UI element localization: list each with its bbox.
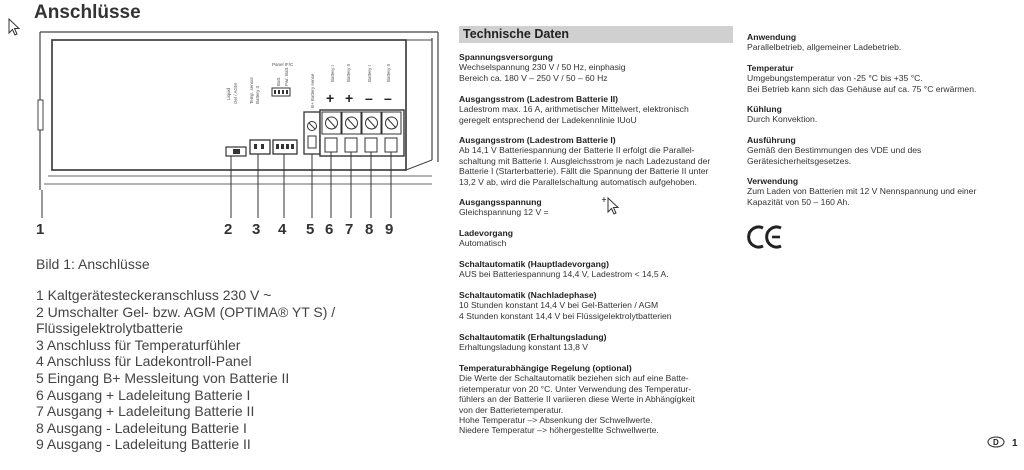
callout-1: 1: [36, 221, 45, 238]
minus-sign-2: –: [384, 90, 392, 106]
spec-heading: Ladevorgang: [459, 228, 513, 238]
plus-sign-2: +: [345, 90, 354, 106]
section-header-bar: [459, 26, 733, 43]
legend-item: 9 Ausgang - Ladeleitung Batterie II: [36, 436, 251, 453]
spec-line: Niedere Temperatur –> höhergestellte Schwellwerte.: [459, 425, 659, 436]
legend-item: 5 Eingang B+ Messleitung von Batterie II: [36, 369, 290, 386]
spec-heading: Schaltautomatik (Hauptladevorgang): [459, 259, 609, 269]
spec-heading: Schaltautomatik (Erhaltungsladung): [459, 332, 607, 342]
spec-line: rietemperatur von 20 °C. Unter Verwendung des Temperatur-: [459, 383, 692, 394]
label-temp-sensor: Temp. sensor: [249, 76, 254, 104]
spec-line: Automatisch: [459, 238, 507, 249]
page-number: 1: [1012, 438, 1018, 449]
minus-sign-1: –: [365, 90, 373, 106]
spec-line: Die Werte der Schaltautomatik beziehen sich auf eine Batte-: [459, 373, 689, 384]
spec-line: Durch Konvektion.: [747, 114, 818, 125]
spec-line: Ladestrom max. 16 A, arithmetischer Mittelwert, elektronisch: [459, 104, 689, 115]
spec-line: schaltung mit Batterie I. Ausgleichsstrom je nach Ladezustand der: [459, 155, 711, 166]
callout-8: 8: [365, 221, 374, 238]
spec-section: [459, 363, 739, 436]
page-marker: [986, 435, 1016, 451]
label-b-plus: B+ Battery sense: [310, 73, 315, 108]
label-temp-battery: Battery II: [255, 85, 260, 104]
legend-item: 2 Umschalter Gel- bzw. AGM (OPTIMA® YT S) /: [36, 303, 336, 320]
page-title: Anschlüsse: [34, 2, 141, 23]
legend-item: 3 Anschluss für Temperaturfühler: [36, 336, 241, 353]
spec-line: Parallelbetrieb, allgemeiner Ladebetrieb.: [747, 42, 902, 53]
spec-heading: Anwendung: [747, 32, 797, 42]
callout-9: 9: [385, 221, 394, 238]
spec-line: Bei Betrieb kann sich das Gehäuse auf ca. 75 °C erwärmen.: [747, 83, 977, 94]
callout-6: 6: [325, 221, 334, 238]
spec-line: 13,2 V ab, wird die Parallelschaltung automatisch aufgehoben.: [459, 176, 697, 187]
legend-item: 8 Ausgang - Ladeleitung Batterie I: [36, 419, 247, 436]
spec-line: Bereich ca. 180 V – 250 V / 50 – 60 Hz: [459, 72, 608, 83]
spec-section: [747, 135, 1017, 166]
spec-line: Gerätesicherheitsgesetzes.: [747, 155, 852, 166]
spec-section: [747, 104, 1017, 125]
label-battery-i-neg: Battery I: [367, 65, 372, 82]
terminal-block: [320, 110, 404, 156]
spec-line: 4 Stunden konstant 14,4 V bei Flüssigelektrolytbatterien: [459, 310, 672, 321]
spec-heading: Schaltautomatik (Nachladephase): [459, 290, 597, 300]
label-gel-agm: Gel / AGM: [233, 83, 238, 104]
spec-line: von der Batterietemperatur.: [459, 404, 564, 415]
callout-5: 5: [306, 221, 315, 238]
spec-section: [459, 94, 739, 125]
section-header-title: Technische Daten: [463, 27, 570, 41]
ce-mark-icon: [747, 224, 785, 250]
spec-section: [459, 228, 739, 249]
legend-item: 1 Kaltgerätesteckeranschluss 230 V ~: [36, 287, 272, 303]
spec-line: Gleichspannung 12 V =: [459, 207, 549, 218]
spec-heading: Temperatur: [747, 63, 794, 73]
spec-line: Kapazität von 50 – 160 Ah.: [747, 196, 850, 207]
spec-heading: Temperaturabhängige Regelung (optional): [459, 363, 632, 373]
spec-section: [459, 52, 739, 83]
legend-item: 4 Anschluss für Ladekontroll-Panel: [36, 353, 252, 370]
callout-3: 3: [252, 221, 261, 238]
label-battery-ii-pos: Battery II: [346, 63, 351, 82]
callout-7: 7: [345, 221, 354, 238]
spec-heading: Kühlung: [747, 104, 782, 114]
spec-heading: Ausgangsstrom (Ladestrom Batterie II): [459, 94, 619, 104]
spec-section: [747, 63, 1017, 94]
spec-heading: Spannungsversorgung: [459, 52, 554, 62]
label-panel: Panel IF/C: [272, 62, 294, 67]
spec-section: [459, 290, 739, 321]
move-cursor-icon: [602, 194, 622, 216]
spec-line: Hohe Temperatur –> Absenkung der Schwellwerte.: [459, 415, 653, 426]
label-battery-ii-neg: Battery II: [386, 63, 391, 82]
spec-line: AUS bei Batteriespannung 14,4 V, Ladestrom < 14,5 A.: [459, 269, 669, 280]
legend-item: 7 Ausgang + Ladeleitung Batterie II: [36, 403, 255, 420]
spec-heading: Ausführung: [747, 135, 796, 145]
label-pwr-batt: Pwr. Batt.: [284, 66, 289, 86]
spec-heading: Ausgangsstrom (Ladestrom Batterie I): [459, 135, 616, 145]
spec-heading: Ausgangsspannung: [459, 197, 542, 207]
legend-list: [36, 287, 396, 453]
legend-item: Flüssigelektrolytbatterie: [36, 320, 184, 337]
connection-diagram: [0, 0, 440, 250]
spec-line: geregelt entsprechend der Ladekennlinie IUoU: [459, 114, 637, 125]
spec-line: Gemäß den Bestimmungen des VDE und des: [747, 145, 922, 156]
callout-4: 4: [278, 221, 287, 238]
legend-item: 6 Ausgang + Ladeleitung Batterie I: [36, 386, 251, 403]
spec-line: 10 Stunden konstant 14,4 V bei Gel-Batterien / AGM: [459, 300, 659, 311]
language-badge: [986, 435, 1016, 449]
spec-section: [459, 259, 739, 280]
spec-line: fühlers an der Batterie II variieren diese Werte in Abhängigkeit: [459, 394, 695, 405]
callout-2: 2: [224, 221, 233, 238]
spec-line: Wechselspannung 230 V / 50 Hz, einphasig: [459, 62, 626, 73]
spec-line: Umgebungstemperatur von -25 °C bis +35 °C.: [747, 73, 923, 84]
spec-line: Erhaltungsladung konstant 13,8 V: [459, 342, 588, 353]
spec-section: [459, 332, 739, 353]
spec-section: [747, 176, 1017, 207]
language-code: D: [993, 438, 999, 447]
plus-sign-1: +: [326, 90, 335, 106]
temp-sensor-connector: [250, 140, 270, 154]
label-batt: Batt.: [276, 76, 281, 86]
spec-line: Zum Laden von Batterien mit 12 V Nennspannung und einer: [747, 186, 977, 197]
label-liquid: Liquid: [226, 87, 231, 100]
spec-heading: Verwendung: [747, 176, 799, 186]
spec-line: Batterie I (Starterbatterie). Fällt die Spannung der Batterie II unter: [459, 166, 709, 177]
spec-section: [459, 197, 739, 218]
spec-section: [747, 32, 1017, 53]
spec-line: Ab 14,1 V Batteriespannung der Batterie II erfolgt die Parallel-: [459, 145, 695, 156]
spec-section: [459, 135, 739, 187]
figure-caption: Bild 1: Anschlüsse: [36, 256, 150, 272]
label-battery-i-pos: Battery I: [330, 65, 335, 82]
